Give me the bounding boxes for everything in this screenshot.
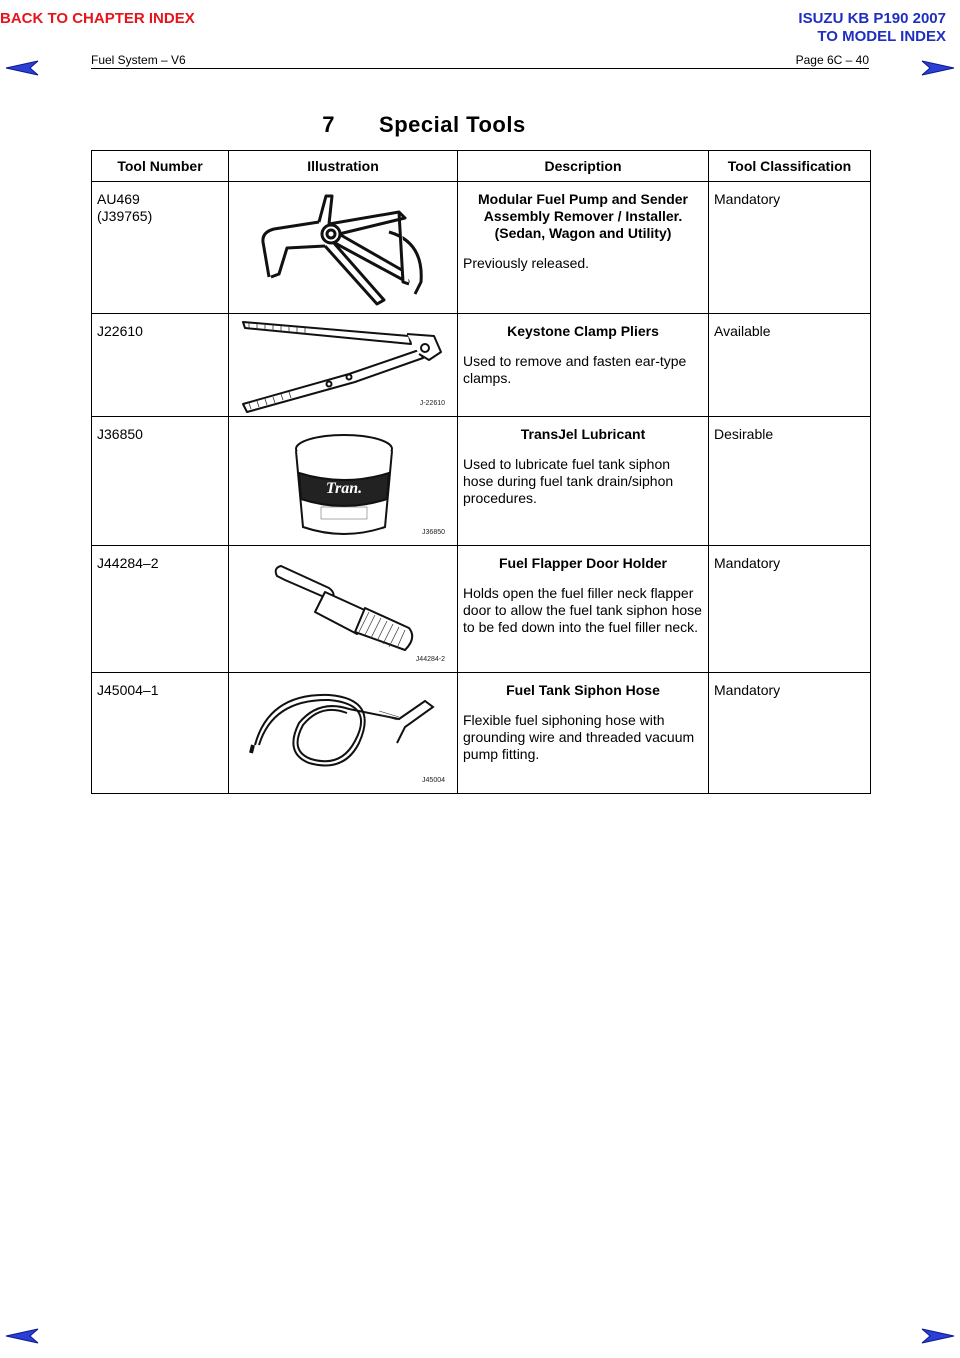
illustration-cell bbox=[229, 673, 458, 794]
pump-remover-illustration bbox=[229, 182, 457, 313]
tool-number: J45004–1 bbox=[97, 682, 159, 698]
tool-number: J44284–2 bbox=[97, 555, 159, 571]
previous-page-arrow-icon-bottom[interactable] bbox=[4, 1326, 40, 1346]
column-header-tool-number: Tool Number bbox=[92, 151, 229, 182]
tool-description: Used to lubricate fuel tank siphon hose during fuel tank drain/siphon procedures. bbox=[463, 456, 674, 506]
special-tools-table bbox=[91, 150, 871, 794]
header-page-number: Page 6C – 40 bbox=[795, 53, 869, 67]
description-cell bbox=[458, 546, 709, 673]
tool-number: AU469 bbox=[97, 191, 140, 207]
tool-number: J22610 bbox=[97, 323, 143, 339]
tool-number-cell bbox=[92, 314, 229, 417]
illustration-cell bbox=[229, 182, 458, 314]
tool-name: Keystone Clamp Pliers bbox=[507, 323, 659, 339]
lubricant-tub-illustration bbox=[229, 417, 457, 545]
tool-number-cell bbox=[92, 417, 229, 546]
siphon-hose-illustration bbox=[229, 673, 457, 793]
column-header-classification: Tool Classification bbox=[709, 151, 871, 182]
table-row bbox=[92, 546, 871, 673]
section-title bbox=[0, 112, 848, 138]
illustration-code: J45004 bbox=[422, 777, 445, 784]
column-header-description: Description bbox=[458, 151, 709, 182]
illustration-cell bbox=[229, 314, 458, 417]
illustration-code: J44284-2 bbox=[415, 656, 445, 663]
next-page-arrow-icon-bottom[interactable] bbox=[920, 1326, 956, 1346]
description-cell bbox=[458, 417, 709, 546]
description-cell bbox=[458, 314, 709, 417]
tool-number-cell bbox=[92, 182, 229, 314]
table-row bbox=[92, 314, 871, 417]
tool-name: TransJel Lubricant bbox=[520, 426, 646, 442]
tool-description: Holds open the fuel filler neck flapper door to allow the fuel tank siphon hose to be fed down into the fuel filler neck. bbox=[463, 585, 702, 635]
table-row bbox=[92, 417, 871, 546]
description-cell bbox=[458, 182, 709, 314]
section-title-text: Special Tools bbox=[379, 112, 526, 137]
tool-number-alt: (J39765) bbox=[97, 208, 153, 224]
classification-cell: Mandatory bbox=[709, 673, 871, 794]
tool-number: J36850 bbox=[97, 426, 143, 442]
illustration-code: J-22610 bbox=[419, 400, 445, 407]
classification-cell: Mandatory bbox=[709, 182, 871, 314]
next-page-arrow-icon[interactable] bbox=[920, 58, 956, 78]
tool-name: Fuel Tank Siphon Hose bbox=[506, 682, 660, 698]
description-cell bbox=[458, 673, 709, 794]
clamp-pliers-illustration bbox=[229, 314, 457, 416]
tool-description: Previously released. bbox=[463, 255, 590, 271]
classification-cell: Available bbox=[709, 314, 871, 417]
tool-number-cell bbox=[92, 673, 229, 794]
model-index-line: TO MODEL INDEX bbox=[817, 28, 946, 45]
column-header-illustration: Illustration bbox=[229, 151, 458, 182]
section-number: 7 bbox=[322, 112, 336, 137]
svg-text:Tran.: Tran. bbox=[325, 480, 363, 497]
back-to-chapter-index-link[interactable]: BACK TO CHAPTER INDEX bbox=[0, 10, 195, 27]
classification-cell: Desirable bbox=[709, 417, 871, 546]
flapper-holder-illustration bbox=[229, 546, 457, 672]
model-title-line: ISUZU KB P190 2007 bbox=[798, 10, 946, 27]
model-index-link[interactable] bbox=[798, 10, 946, 46]
tool-name: Modular Fuel Pump and Sender Assembly Remover / Installer. (Sedan, Wagon and Utility) bbox=[477, 191, 689, 241]
tool-number-cell bbox=[92, 546, 229, 673]
tool-description: Flexible fuel siphoning hose with grounding wire and threaded vacuum pump fitting. bbox=[463, 712, 695, 762]
classification-cell: Mandatory bbox=[709, 546, 871, 673]
header-divider bbox=[91, 68, 869, 69]
illustration-cell bbox=[229, 546, 458, 673]
tool-name: Fuel Flapper Door Holder bbox=[498, 555, 667, 571]
tool-description: Used to remove and fasten ear-type clamps. bbox=[463, 353, 687, 386]
table-header-row bbox=[92, 151, 871, 182]
table-row bbox=[92, 182, 871, 314]
pump-remover-tool-image bbox=[229, 182, 458, 313]
illustration-cell bbox=[229, 417, 458, 546]
previous-page-arrow-icon[interactable] bbox=[4, 58, 40, 78]
header-chapter-title: Fuel System – V6 bbox=[91, 53, 186, 67]
illustration-code: J36850 bbox=[422, 529, 445, 536]
table-row bbox=[92, 673, 871, 794]
